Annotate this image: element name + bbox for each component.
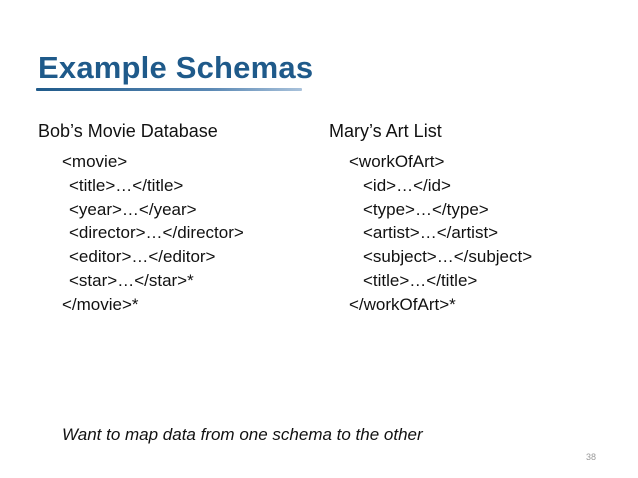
- left-schema-line: <director>…</director>: [69, 223, 244, 243]
- left-schema-line: <year>…</year>: [69, 199, 197, 219]
- right-schema-line: <artist>…</artist>: [363, 223, 499, 243]
- left-schema-line: <movie>: [62, 152, 128, 171]
- left-schema-line: <star>…</star>*: [69, 270, 194, 290]
- slide-note: Want to map data from one schema to the other: [62, 425, 423, 444]
- right-schema-line: </workOfArt>*: [349, 294, 456, 314]
- page-number: 38: [585, 452, 596, 462]
- right-schema-line: <id>…</id>: [363, 175, 451, 195]
- left-schema-list: [62, 150, 244, 317]
- right-schema-heading: Mary’s Art List: [329, 121, 442, 141]
- right-schema-line: <subject>…</subject>: [363, 247, 533, 267]
- left-schema-heading: Bob’s Movie Database: [38, 121, 218, 141]
- right-schema-line: <workOfArt>: [349, 152, 445, 171]
- right-schema-list: [349, 150, 532, 317]
- left-schema-line: </movie>*: [62, 294, 139, 314]
- title-underline: [36, 88, 302, 91]
- slide-title: Example Schemas: [38, 50, 314, 85]
- right-schema-line: <title>…</title>: [363, 270, 478, 290]
- right-schema-line: <type>…</type>: [363, 199, 489, 219]
- left-schema-line: <title>…</title>: [69, 175, 184, 195]
- left-schema-line: <editor>…</editor>: [69, 247, 216, 267]
